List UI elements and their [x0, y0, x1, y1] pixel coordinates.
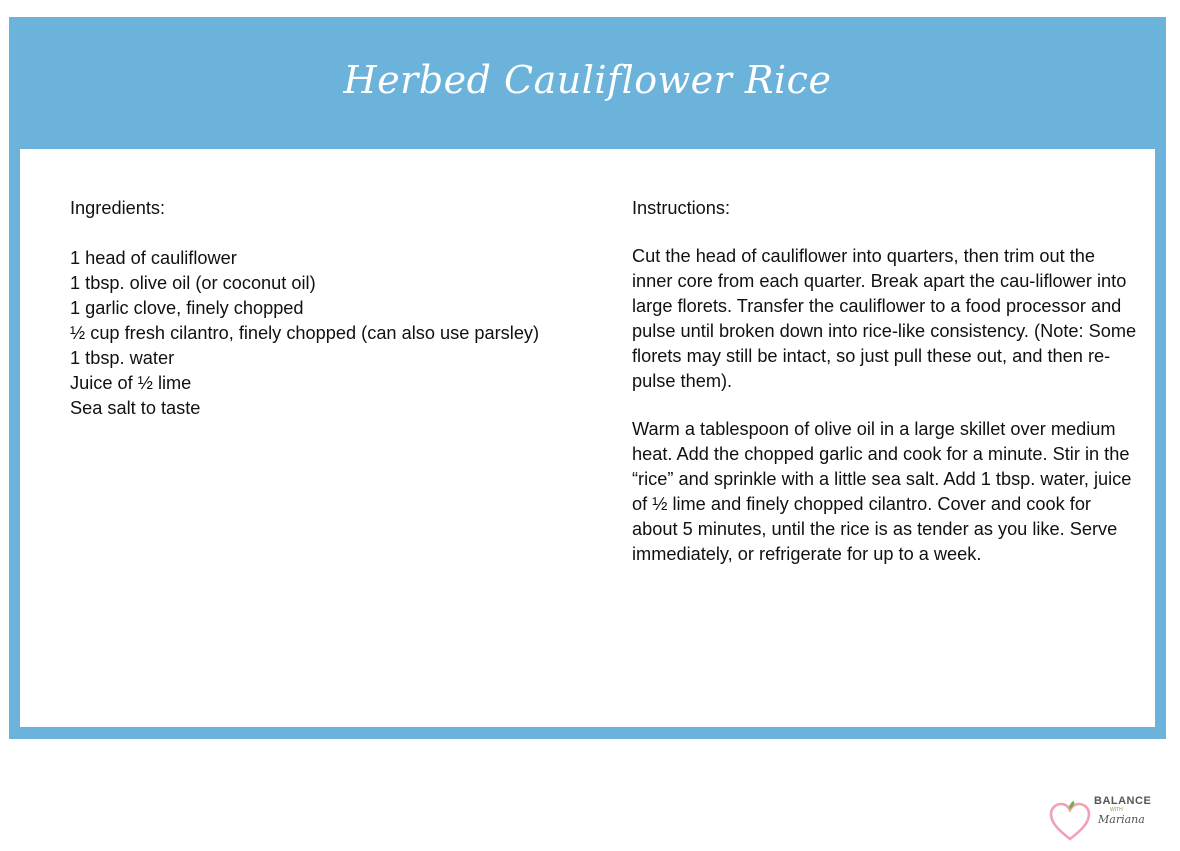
ingredient-item: 1 tbsp. water	[70, 348, 175, 368]
ingredient-item: 1 tbsp. olive oil (or coconut oil)	[70, 273, 316, 293]
recipe-title: Herbed Cauliflower Rice	[343, 58, 832, 102]
recipe-card-body	[20, 149, 1155, 826]
heart-icon	[1047, 799, 1093, 845]
recipe-card-frame	[9, 17, 1166, 826]
ingredients-list	[70, 246, 610, 421]
balance-with-mariana-logo	[1047, 791, 1157, 851]
ingredient-item: Juice of ½ lime	[70, 373, 192, 393]
instruction-paragraph: Cut the head of cauliflower into quarters, then trim out the inner core from each quarter. Break apart the cau-liflower into large florets. Transfer the cauliflower to a food processor and pulse until broken down into rice-like consistency. (Note: Some florets may still be intact, so just pull these out, and then re-pulse them).	[632, 246, 1137, 391]
logo-wordmark	[1094, 795, 1151, 826]
instructions-heading: Instructions:	[632, 198, 731, 218]
instruction-paragraph: Warm a tablespoon of olive oil in a large skillet over medium heat. Add the chopped garlic and cook for a minute. Stir in the “rice” and sprinkle with a little sea salt. Add 1 tbsp. water, juice of ½ lime and finely chopped cilantro. Cover and cook for about 5 minutes, until the rice is as tender as you like. Serve immediately, or refrigerate for up to a week.	[632, 419, 1132, 564]
header-banner	[9, 17, 1166, 149]
logo-with-text: WITH	[1110, 807, 1123, 813]
instructions-section	[632, 196, 1137, 592]
logo-balance-text: BALANCE	[1094, 795, 1152, 807]
ingredient-item: Sea salt to taste	[70, 398, 201, 418]
ingredients-heading: Ingredients:	[70, 198, 166, 218]
logo-mariana-text: Mariana	[1098, 813, 1145, 826]
ingredient-item: ½ cup fresh cilantro, finely chopped (can also use parsley)	[70, 323, 540, 343]
ingredients-section	[70, 196, 610, 421]
ingredient-item: 1 head of cauliflower	[70, 248, 237, 268]
ingredient-item: 1 garlic clove, finely chopped	[70, 298, 304, 318]
